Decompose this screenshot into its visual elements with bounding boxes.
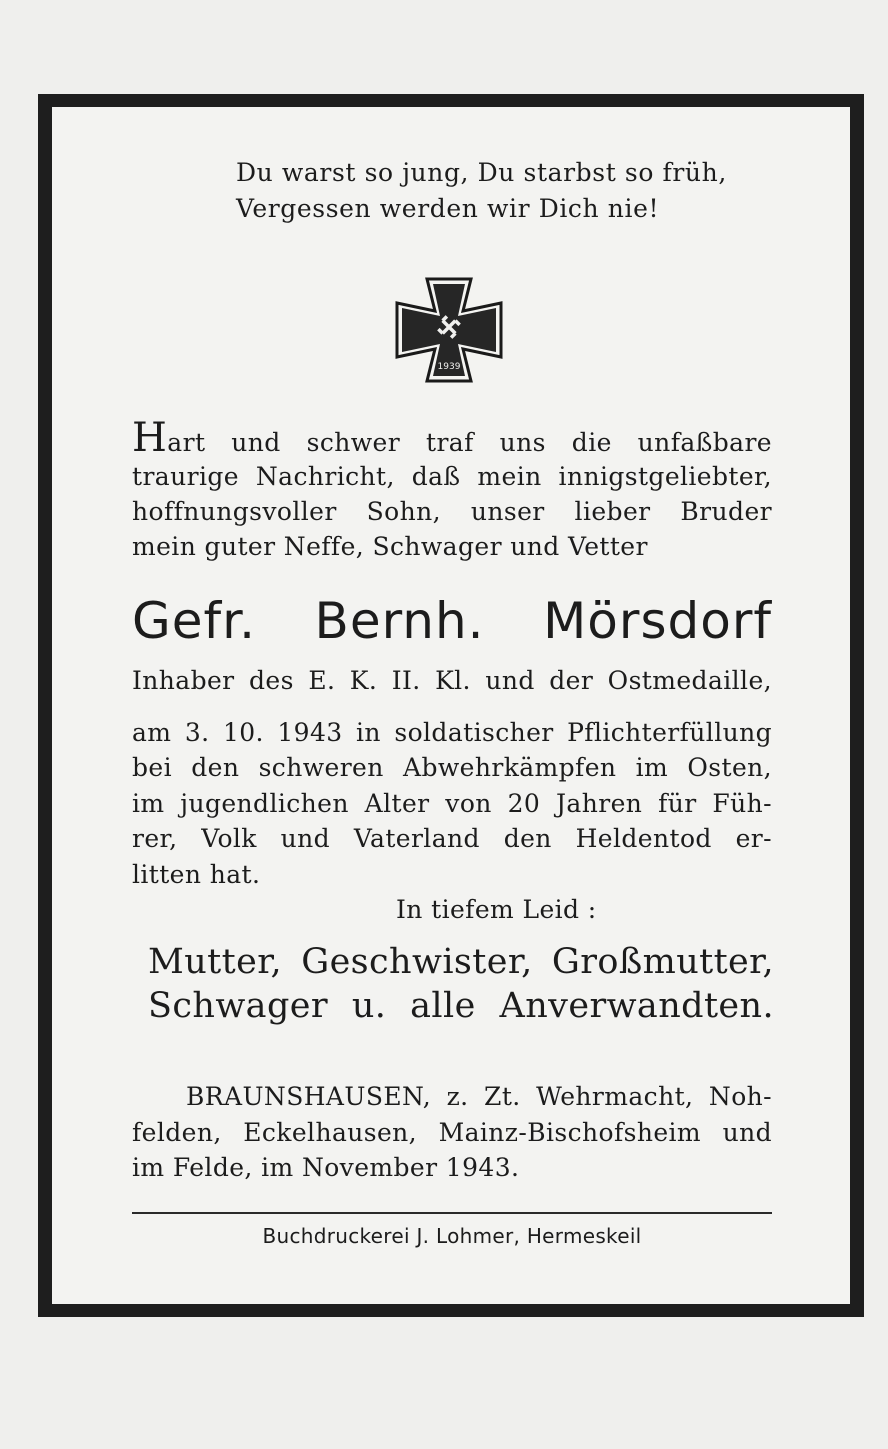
- announcement-line-1-text: art und schwer traf uns die unfaßbare: [167, 428, 772, 457]
- border-top: [38, 94, 864, 107]
- printer-credit: Buchdruckerei J. Lohmer, Hermeskeil: [262, 1224, 642, 1248]
- death-text-line-4: rer, Volk und Vaterland den Heldentod er-: [132, 824, 772, 853]
- emblem-year: 1939: [437, 362, 461, 372]
- announcement-line-3: hoffnungsvoller Sohn, unser lieber Bruder: [132, 497, 772, 526]
- death-text-line-1: am 3. 10. 1943 in soldatischer Pflichterfüllung: [132, 718, 772, 747]
- death-text-line-5: litten hat.: [132, 860, 261, 889]
- decorations: Inhaber des E. K. II. Kl. und der Ostmedaille,: [132, 666, 772, 695]
- place-line-3: im Felde, im November 1943.: [132, 1153, 520, 1182]
- announcement-initial: H: [132, 415, 168, 461]
- announcement-line-2: traurige Nachricht, daß mein innigstgeliebter,: [132, 462, 772, 491]
- mourning-intro: In tiefem Leid :: [396, 895, 597, 924]
- announcement-line-1: [132, 415, 772, 461]
- epitaph-line-2: Vergessen werden wir Dich nie!: [236, 194, 660, 223]
- border-right: [850, 94, 864, 1317]
- mourners-line-1: Mutter, Geschwister, Großmutter,: [148, 942, 774, 982]
- epitaph-line-1: Du warst so jung, Du starbst so früh,: [236, 158, 727, 187]
- iron-cross-icon: [395, 277, 503, 383]
- place-line-2: felden, Eckelhausen, Mainz-Bischofsheim und: [132, 1118, 772, 1147]
- death-text-line-3: im jugendlichen Alter von 20 Jahren für Füh-: [132, 789, 772, 818]
- announcement-line-4: mein guter Neffe, Schwager und Vetter: [132, 532, 648, 561]
- deceased-name: Gefr. Bernh. Mörsdorf: [132, 592, 772, 650]
- death-text-line-2: bei den schweren Abwehrkämpfen im Osten,: [132, 753, 772, 782]
- mourners-line-2: Schwager u. alle Anverwandten.: [148, 986, 774, 1026]
- border-bottom: [38, 1304, 864, 1317]
- border-left: [38, 94, 52, 1317]
- place-line-1: BRAUNSHAUSEN, z. Zt. Wehrmacht, Noh-: [186, 1082, 772, 1111]
- divider-line: [132, 1212, 772, 1214]
